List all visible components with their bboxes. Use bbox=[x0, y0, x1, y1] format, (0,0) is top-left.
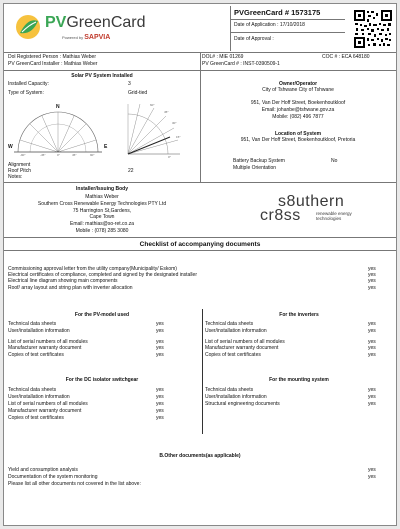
dol-registered-person: Dol Registered Person : Mathias Weber bbox=[8, 54, 97, 60]
other-item-label: Yield and consumption analysis bbox=[8, 467, 78, 473]
coc-number: COC # : ECA 648180 bbox=[322, 54, 370, 60]
notes-label: Notes: bbox=[8, 174, 23, 180]
owner-mobile: Mobile: (082) 496 7877 bbox=[272, 114, 324, 120]
owner-name: City of Tshwane City of Tshwane bbox=[262, 87, 334, 93]
certificate-number: PVGreenCard # 1573175 bbox=[234, 8, 321, 17]
pv-model-item-label: Copies of test certificates bbox=[8, 352, 64, 358]
checklist-item-label: Electrical certificates of compliance, completed and signed by the designated installer bbox=[8, 272, 197, 278]
pvgreencard-logo bbox=[14, 10, 154, 50]
pv-model-item-value: yes bbox=[156, 339, 164, 345]
installer-name: Mathias Weber bbox=[85, 194, 119, 200]
mounting-item-label: Structural engineering documents bbox=[205, 401, 280, 407]
compass-west-label: W bbox=[8, 144, 13, 150]
location-title: Location of System bbox=[274, 131, 322, 137]
system-installed-title: Solar PV System Installed bbox=[71, 73, 133, 79]
logo-tagline-1: renewable energy bbox=[316, 211, 352, 216]
inverter-item-value: yes bbox=[368, 321, 376, 327]
roof-pitch-value: 22 bbox=[128, 168, 134, 174]
pvgreencard-installer: PV GreenCard Installer : Mathias Weber bbox=[8, 61, 98, 67]
other-item-value: yes bbox=[368, 474, 376, 480]
checklist-item-value: yes bbox=[368, 272, 376, 278]
pv-model-title: For the PV-model used bbox=[74, 312, 130, 318]
mounting-system-title: For the mounting system bbox=[269, 377, 329, 383]
dc-isolator-item-label: Manufacturer warranty document bbox=[8, 408, 82, 414]
sun-leaf-icon bbox=[14, 13, 42, 41]
installer-mobile: Mobile : (078) 285 3080 bbox=[75, 228, 129, 234]
mounting-item-value: yes bbox=[368, 387, 376, 393]
dc-isolator-item-value: yes bbox=[156, 415, 164, 421]
checklist-item-label: Commissioning approval letter from the utility company(Municipality/ Eskom) bbox=[8, 266, 177, 272]
compass-east-label: E bbox=[104, 144, 108, 150]
sapvia-logo: SAPVIA bbox=[84, 34, 111, 41]
pv-model-item-value: yes bbox=[156, 352, 164, 358]
other-documents-title: B.Other documents(as applicable) bbox=[159, 453, 241, 459]
pv-model-item-value: yes bbox=[156, 321, 164, 327]
inverter-item-label: User/installation information bbox=[205, 328, 267, 334]
installed-capacity-value: 3 bbox=[128, 81, 131, 87]
roof-pitch-label: Roof Pitch bbox=[8, 168, 32, 174]
type-of-system-label: Type of System: bbox=[8, 90, 44, 96]
multiple-orientation-label: Multiple Orientation bbox=[233, 165, 277, 171]
svg-text:60°: 60° bbox=[150, 103, 155, 107]
installed-capacity-label: Installed Capacity: bbox=[8, 81, 49, 87]
inverter-item-label: Technical data sheets bbox=[205, 321, 254, 327]
inverter-item-label: Manufacturer warranty document bbox=[205, 345, 279, 351]
qr-code bbox=[353, 9, 393, 49]
logo-powered-text: Powered by bbox=[62, 35, 84, 40]
checklist-item-label: Electrical line diagram showing main components bbox=[8, 278, 118, 284]
logo-pv-text: PV bbox=[45, 14, 67, 31]
roof-pitch-diagram bbox=[124, 102, 184, 160]
other-item-value: yes bbox=[368, 467, 376, 473]
compass-north-label: N bbox=[56, 104, 60, 110]
mounting-item-value: yes bbox=[368, 394, 376, 400]
dc-isolator-item-label: Technical data sheets bbox=[8, 387, 57, 393]
date-of-application: Date of Application : 17/10/2018 bbox=[234, 22, 305, 28]
dol-number: DOL# : MIE 01269 bbox=[202, 54, 244, 60]
mounting-item-label: User/installation information bbox=[205, 394, 267, 400]
southern-cross-logo bbox=[260, 194, 380, 228]
dc-isolator-item-value: yes bbox=[156, 401, 164, 407]
inverter-item-value: yes bbox=[368, 352, 376, 358]
installer-email: Email: mathias@so-ret.co.za bbox=[70, 221, 134, 227]
svg-text:90°: 90° bbox=[90, 153, 95, 157]
owner-address: 951, Van Der Hoff Street, Boekenhoutkloof bbox=[250, 100, 346, 106]
pv-model-item-label: Technical data sheets bbox=[8, 321, 57, 327]
logo-tagline-2: technologies bbox=[316, 216, 342, 221]
other-item-label: Documentation of the system monitoring bbox=[8, 474, 98, 480]
svg-text:15°: 15° bbox=[176, 135, 181, 139]
owner-email: Email: johanbe@tshwane.gov.za bbox=[261, 107, 335, 113]
pvgreencard-number: PV GreenCard # : INST-0390509-1 bbox=[202, 61, 280, 67]
svg-text:-90°: -90° bbox=[20, 153, 26, 157]
installer-company: Southern Cross Renewable Energy Technologies PTY Ltd bbox=[37, 201, 167, 207]
checklist-item-label: Roof/ array layout and string plan with inverter allocation bbox=[8, 285, 133, 291]
installer-title: Installer/Issuing Body bbox=[76, 186, 128, 192]
inverter-item-value: yes bbox=[368, 345, 376, 351]
battery-backup-value: No bbox=[331, 158, 338, 164]
battery-backup-label: Battery Backup System bbox=[233, 158, 285, 164]
svg-text:0°: 0° bbox=[168, 155, 171, 159]
inverter-item-value: yes bbox=[368, 328, 376, 334]
svg-text:-45°: -45° bbox=[40, 153, 46, 157]
dc-isolator-title: For the DC isolator switchgear bbox=[65, 377, 139, 383]
pv-model-item-label: Manufacturer warranty document bbox=[8, 345, 82, 351]
certificate-page bbox=[3, 3, 397, 526]
installer-address-line2: Cape Town bbox=[89, 214, 115, 220]
checklist-item-value: yes bbox=[368, 285, 376, 291]
pv-model-item-label: List of serial numbers of all modules bbox=[8, 339, 88, 345]
svg-text:30°: 30° bbox=[172, 121, 177, 125]
svg-text:45°: 45° bbox=[164, 110, 169, 114]
checklist-item-value: yes bbox=[368, 278, 376, 284]
owner-operator-title: Owner/Operator bbox=[278, 81, 318, 87]
inverter-item-label: Copies of test certificates bbox=[205, 352, 261, 358]
date-of-approval: Date of Approval : bbox=[234, 36, 274, 42]
dc-isolator-item-value: yes bbox=[156, 394, 164, 400]
checklist-item-value: yes bbox=[368, 266, 376, 272]
mounting-item-value: yes bbox=[368, 401, 376, 407]
pv-model-item-value: yes bbox=[156, 345, 164, 351]
dc-isolator-item-label: List of serial numbers of all modules bbox=[8, 401, 88, 407]
logo-cross-text: cr8ss bbox=[260, 207, 301, 224]
svg-text:0°: 0° bbox=[57, 153, 60, 157]
dc-isolator-item-label: Copies of test certificates bbox=[8, 415, 64, 421]
dc-isolator-item-label: User/installation information bbox=[8, 394, 70, 400]
location-address: 951, Van Der Hoff Street, Boekenhoutkloof, Pretoria bbox=[240, 137, 356, 143]
checklist-title: Checklist of accompanying documents bbox=[139, 241, 261, 248]
type-of-system-value: Grid-tied bbox=[128, 90, 148, 96]
alignment-label: Alignment bbox=[8, 162, 31, 168]
dc-isolator-item-value: yes bbox=[156, 408, 164, 414]
svg-text:45°: 45° bbox=[72, 153, 77, 157]
pv-model-item-label: User/installation information bbox=[8, 328, 70, 334]
inverters-title: For the inverters bbox=[279, 312, 319, 318]
other-item-label: Please list all other documents not covered in the list above: bbox=[8, 481, 141, 487]
installer-address-line1: 75 Harrington St,Gardens, bbox=[72, 208, 132, 214]
logo-greencard-text: GreenCard bbox=[66, 14, 146, 31]
inverter-item-label: List of serial numbers of all modules bbox=[205, 339, 285, 345]
inverter-item-value: yes bbox=[368, 339, 376, 345]
pv-model-item-value: yes bbox=[156, 328, 164, 334]
mounting-item-label: Technical data sheets bbox=[205, 387, 254, 393]
dc-isolator-item-value: yes bbox=[156, 387, 164, 393]
logo-southern-text: s8uthern bbox=[278, 193, 345, 210]
